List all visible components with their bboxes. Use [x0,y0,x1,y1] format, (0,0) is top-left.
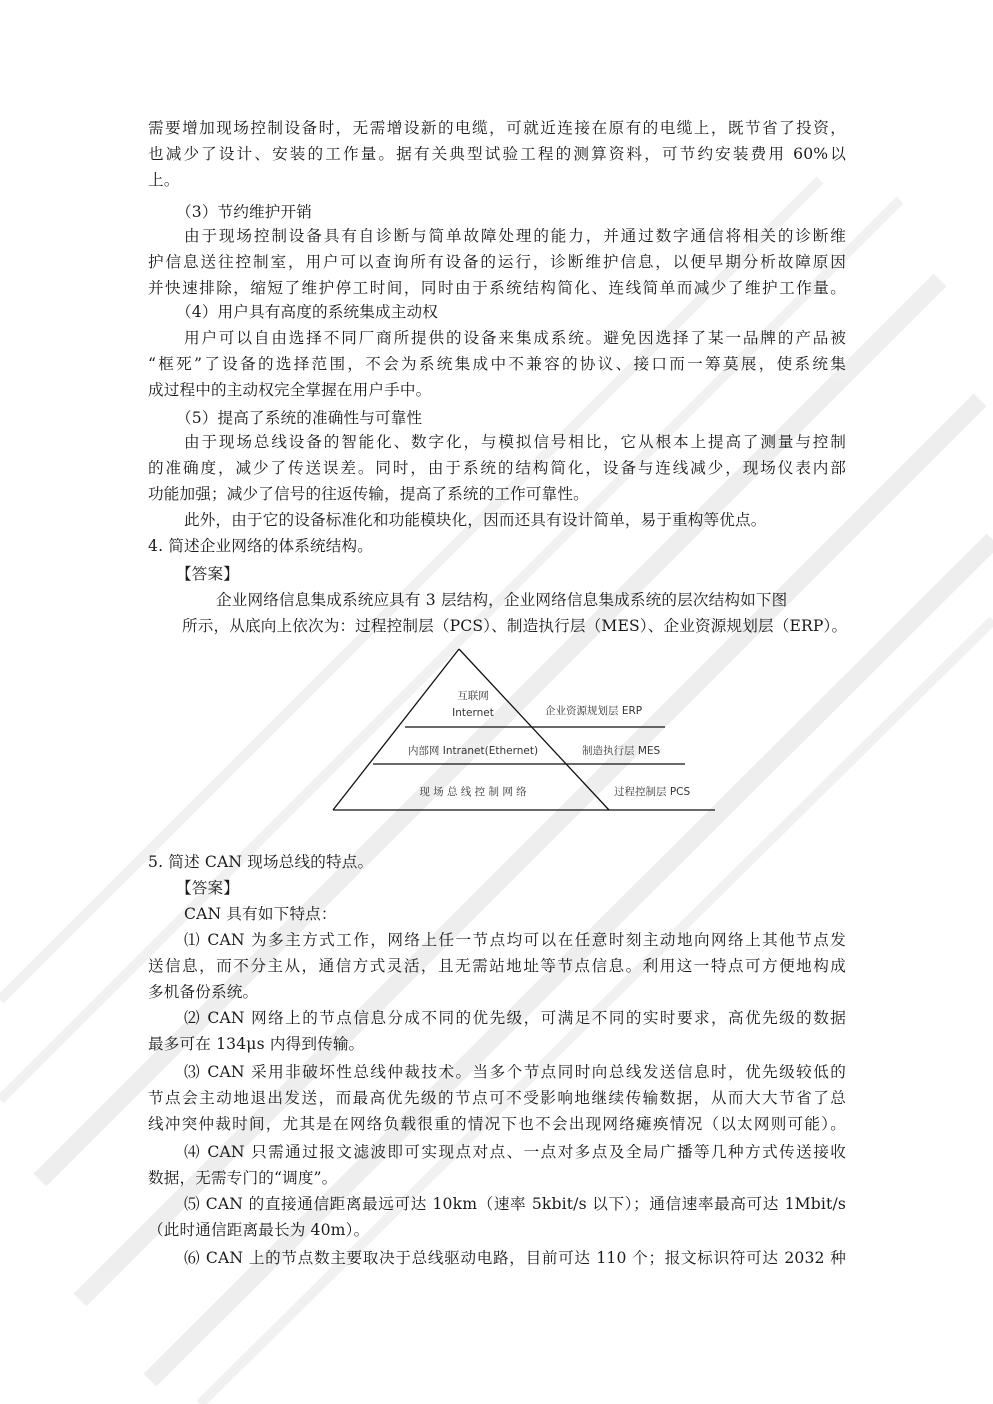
layer-top-label-en: Internet [452,707,494,719]
text-line: 数据，无需专门的“调度”。 [148,1169,338,1187]
text-line: 【答案】 [176,565,239,583]
text-line: （5）提高了系统的准确性与可靠性 [176,409,423,427]
text-line: 需要增加现场控制设备时，无需增设新的电缆，可就近连接在原有的电缆上，既节省了投资， [148,119,846,137]
text-line: 5. 简述 CAN 现场总线的特点。 [148,853,374,871]
text-line: 并快速排除，缩短了维护停工时间，同时由于系统结构简化、连线简单而减少了维护工作量。 [148,279,846,297]
text-line: ⑹ CAN 上的节点数主要取决于总线驱动电路，目前可达 110 个；报文标识符可达 2032 种 [184,1249,846,1267]
layer-top-label-cn: 互联网 [457,690,489,702]
text-line: 成过程中的主动权完全掌握在用户手中。 [148,381,432,399]
text-line: 功能加强；减少了信号的往返传输，提高了系统的工作可靠性。 [148,485,589,503]
layer-bottom-label: 现 场 总 线 控 制 网 络 [419,786,527,798]
text-line: 由于现场控制设备具有自诊断与简单故障处理的能力，并通过数字通信将相关的诊断维 [184,227,846,245]
text-line: 节点会主动地退出发送，而最高优先级的节点可不受影响地继续传输数据，从而大大节省了总 [148,1089,846,1107]
text-line: （3）节约维护开销 [176,203,313,221]
text-line: ⑵ CAN 网络上的节点信息分成不同的优先级，可满足不同的实时要求，高优先级的数据 [184,1009,846,1027]
text-line: 企业网络信息集成系统应具有 3 层结构，企业网络信息集成系统的层次结构如下图 [216,591,788,609]
text-line: “框死”了设备的选择范围，不会为系统集成中不兼容的协议、接口而一筹莫展，使系统集 [148,355,846,373]
text-line: 也减少了设计、安装的工作量。据有关典型试验工程的测算资料，可节约安装费用 60%以 [148,145,846,163]
enterprise-network-pyramid-diagram [320,640,730,820]
text-line: 送信息，而不分主从，通信方式灵活，且无需站地址等节点信息。利用这一特点可方便地构成 [148,957,846,975]
text-line: 由于现场总线设备的智能化、数字化，与模拟信号相比，它从根本上提高了测量与控制 [184,433,846,451]
text-line: 最多可在 134μs 内得到传输。 [148,1035,365,1053]
layer-middle-label: 内部网 Intranet(Ethernet) [407,745,539,757]
text-line: 线冲突仲裁时间，尤其是在网络负载很重的情况下也不会出现网络瘫痪情况（以太网则可能）。 [148,1115,846,1133]
text-line: （4）用户具有高度的系统集成主动权 [176,303,438,321]
text-line: ⑶ CAN 采用非破坏性总线仲裁技术。当多个节点同时向总线发送信息时，优先级较低的 [184,1063,846,1081]
text-line: 【答案】 [176,879,239,897]
text-line: （此时通信距离最长为 40m）。 [148,1221,370,1239]
side-label-erp: 企业资源规划层 ERP [545,705,643,717]
text-line: 所示，从底向上依次为：过程控制层（PCS）、制造执行层（MES）、企业资源规划层（ERP）。 [182,617,848,635]
text-line: 的准确度，减少了传送误差。同时，由于系统的结构简化，设备与连线减少，现场仪表内部 [148,459,846,477]
text-line: ⑸ CAN 的直接通信距离最远可达 10km（速率 5kbit/s 以下）；通信速率最高可达 1Mbit/s [184,1195,846,1213]
text-line: 护信息送往控制室，用户可以查询所有设备的运行，诊断维护信息，以便早期分析故障原因 [148,253,846,271]
text-line: 用户可以自由选择不同厂商所提供的设备来集成系统。避免因选择了某一品牌的产品被 [184,329,846,347]
text-line: ⑷ CAN 只需通过报文滤波即可实现点对点、一点对多点及全局广播等几种方式传送接收 [184,1143,846,1161]
text-line: CAN 具有如下特点： [184,905,337,923]
side-label-pcs: 过程控制层 PCS [614,786,691,798]
text-line: 此外，由于它的设备标准化和功能模块化，因而还具有设计简单，易于重构等优点。 [184,511,767,529]
text-line: ⑴ CAN 为多主方式工作，网络上任一节点均可以在任意时刻主动地向网络上其他节点发 [184,931,846,949]
text-line: 多机备份系统。 [148,983,259,1001]
text-line: 4. 简述企业网络的体系统结构。 [148,537,373,555]
text-line: 上。 [148,171,180,189]
side-label-mes: 制造执行层 MES [582,745,661,757]
